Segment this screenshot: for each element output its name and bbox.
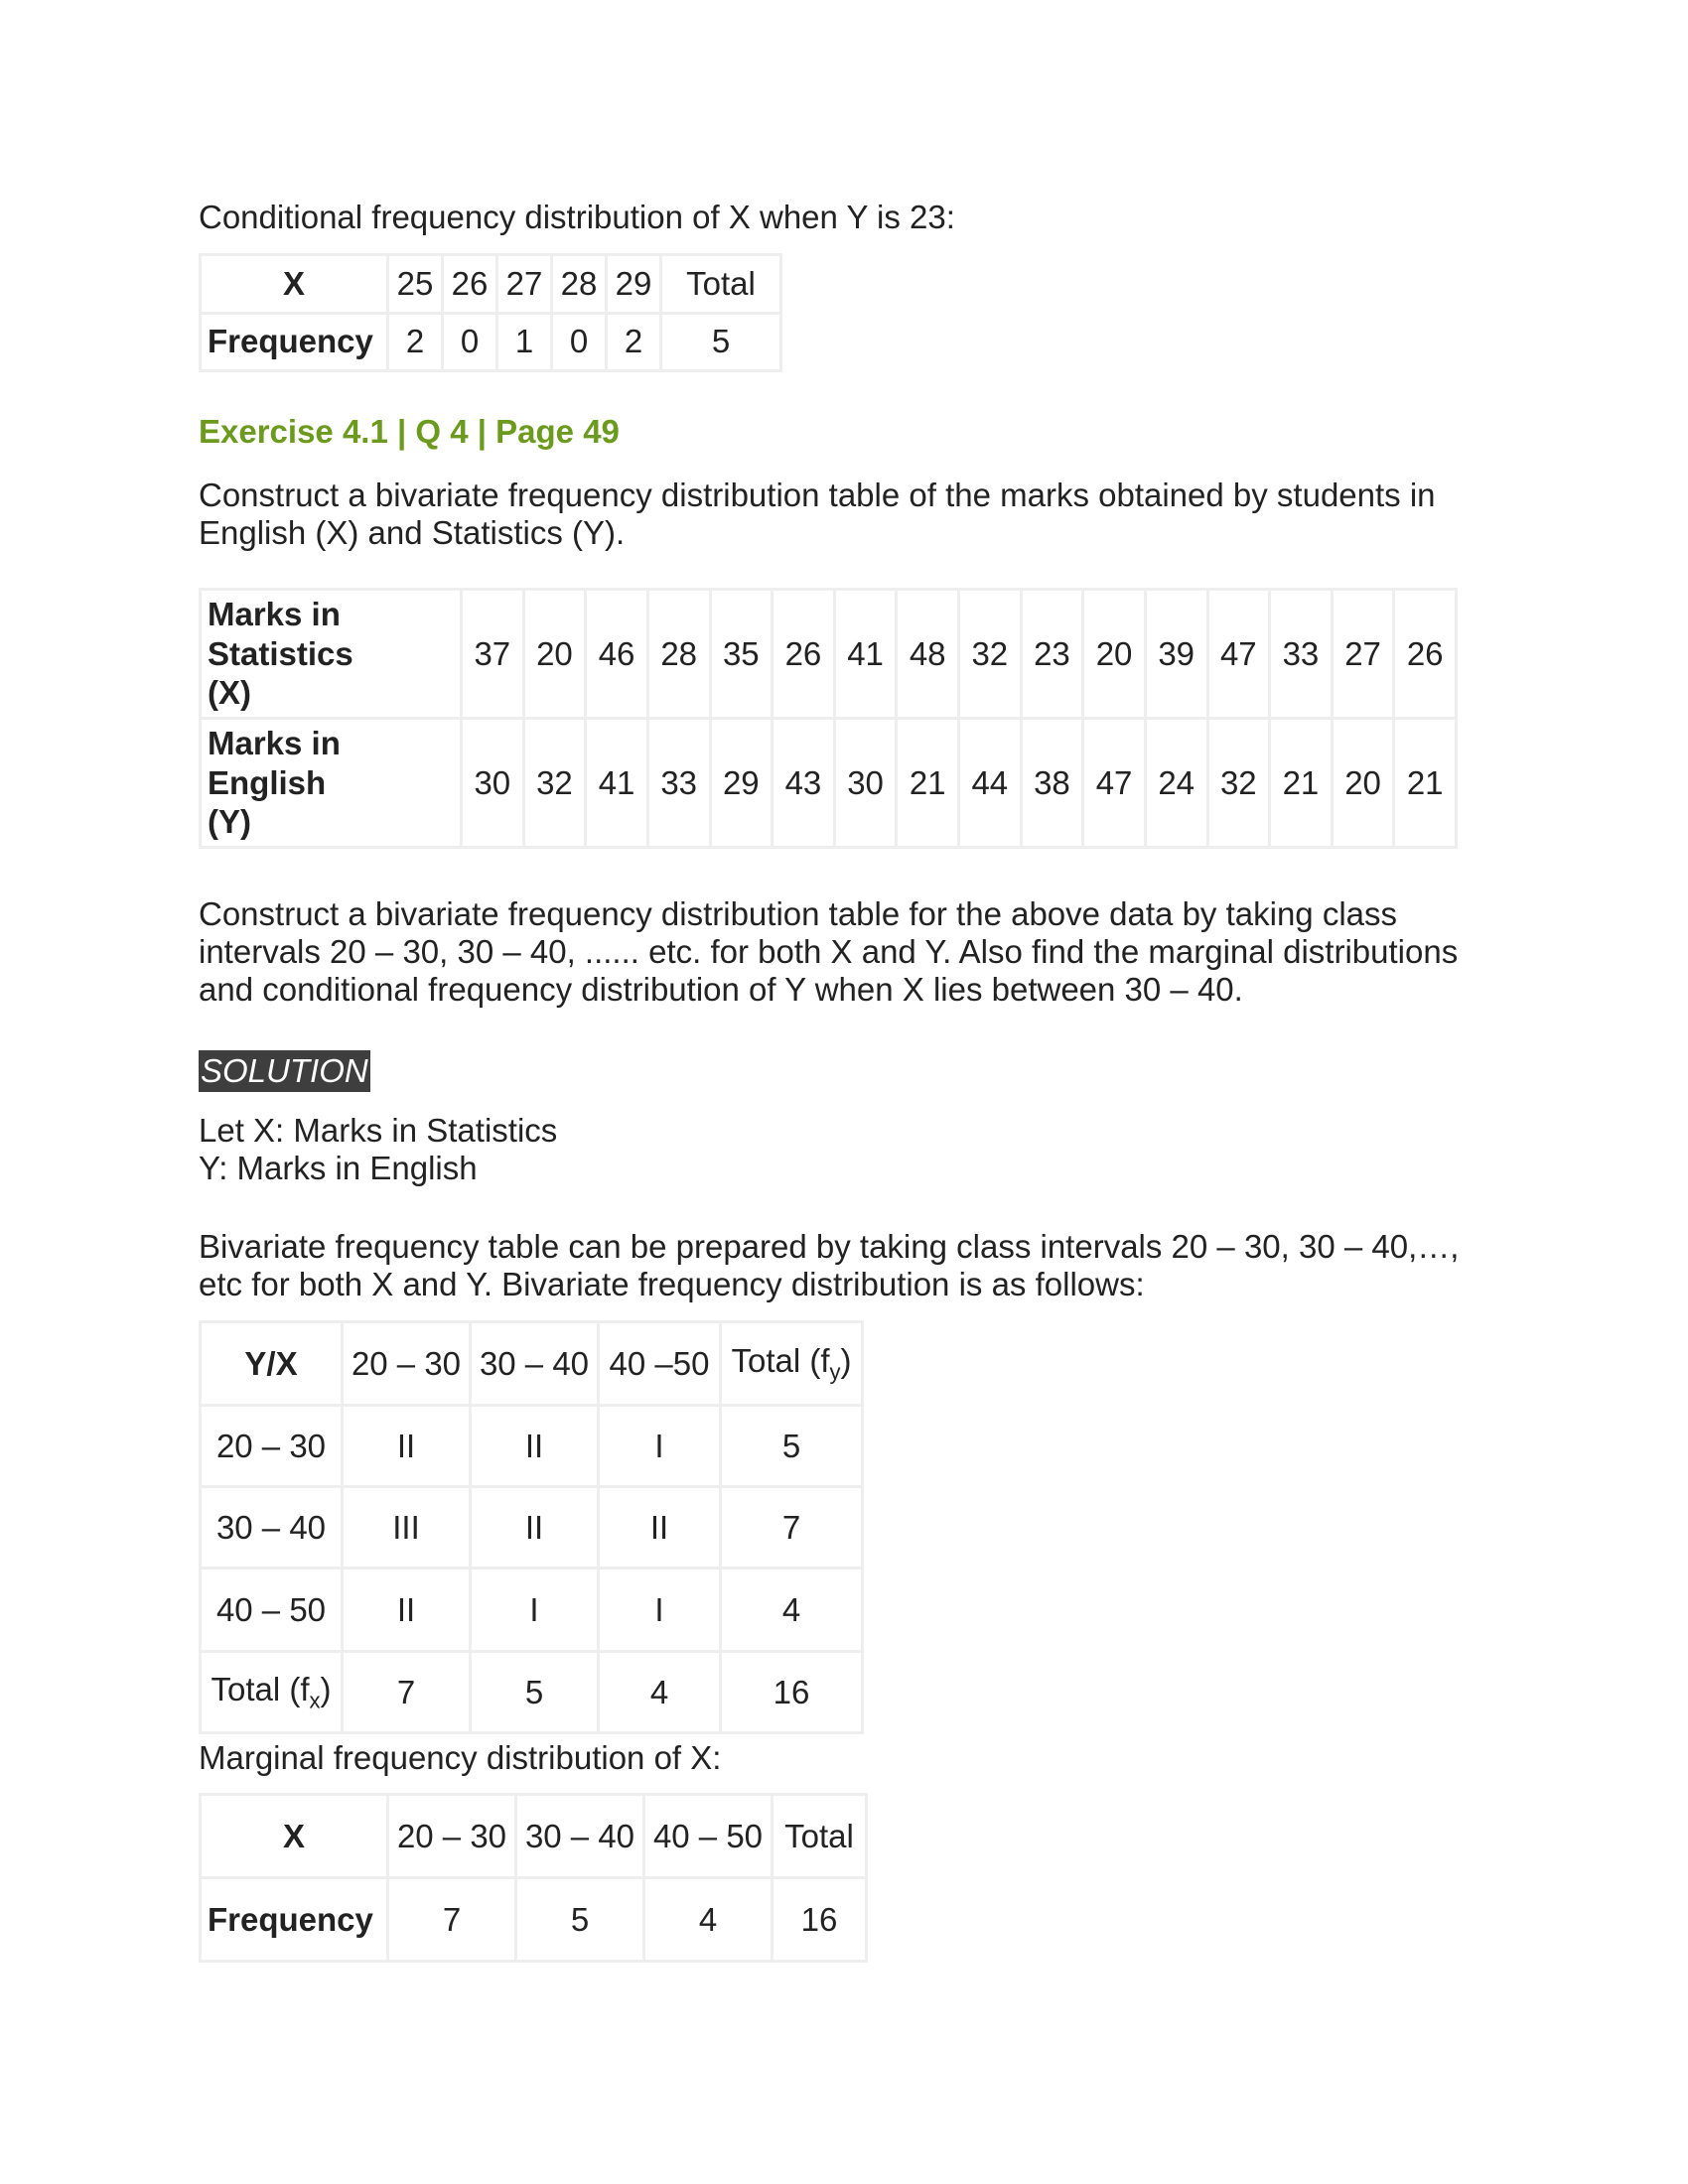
table-cell: I [599, 1569, 721, 1652]
table-cell [201, 1652, 343, 1733]
table-cell: 32 [1207, 719, 1270, 848]
table-cell: III [343, 1487, 471, 1569]
table-cell: 28 [647, 590, 710, 719]
question-body [199, 895, 1458, 1009]
table-cell: 0 [552, 313, 607, 371]
table-cell: Frequency [201, 1878, 388, 1962]
paren: ) [840, 1342, 852, 1380]
table-cell: X [201, 255, 388, 314]
table-cell: 5 [721, 1406, 863, 1487]
table-row [201, 1652, 863, 1733]
label-line: (Y) [208, 803, 251, 841]
table-cell: 29 [710, 719, 773, 848]
table-cell: 44 [959, 719, 1022, 848]
marks-data-table [199, 588, 1458, 849]
table-cell: 20 – 30 [343, 1322, 471, 1406]
table-cell: 47 [1083, 719, 1146, 848]
table-cell: 27 [1332, 590, 1394, 719]
table-cell: II [471, 1406, 599, 1487]
table-cell: 40 –50 [599, 1322, 721, 1406]
row-label-statistics [201, 590, 462, 719]
table-cell: 25 [388, 255, 443, 314]
table-cell: 37 [462, 590, 524, 719]
subscript: x [309, 1688, 321, 1713]
question-intro [199, 477, 1436, 552]
table-cell: 7 [721, 1487, 863, 1569]
label-line: English [208, 763, 327, 801]
table-row [201, 1795, 867, 1878]
table-cell: 4 [599, 1652, 721, 1733]
table-cell: 2 [388, 313, 443, 371]
text-line: Bivariate frequency table can be prepared by taking class intervals 20 – 30, 30 – 40,…, [199, 1228, 1460, 1265]
bivariate-description [199, 1228, 1459, 1303]
table-cell: 21 [897, 719, 959, 848]
table-cell: 30 [834, 719, 897, 848]
table-cell: 4 [721, 1569, 863, 1652]
table-cell: 5 [661, 313, 781, 371]
table-cell: 20 – 30 [388, 1795, 516, 1878]
table-cell: 30 – 40 [516, 1795, 644, 1878]
table-cell: II [599, 1487, 721, 1569]
conditional-distribution-title: Conditional frequency distribution of X when Y is 23: [199, 199, 955, 235]
text-line: Y: Marks in English [199, 1149, 478, 1186]
table-cell: 7 [343, 1652, 471, 1733]
text-line: Construct a bivariate frequency distribution table of the marks obtained by students in [199, 477, 1436, 513]
label-line: (X) [208, 674, 251, 712]
table-cell: 47 [1207, 590, 1270, 719]
table-row [201, 1878, 867, 1962]
table-cell: 5 [516, 1878, 644, 1962]
table-cell: 32 [523, 719, 586, 848]
variable-definitions [199, 1112, 557, 1187]
table-cell: 1 [497, 313, 552, 371]
table-cell: 35 [710, 590, 773, 719]
table-cell: 48 [897, 590, 959, 719]
table-cell: 32 [959, 590, 1022, 719]
text-line: English (X) and Statistics (Y). [199, 513, 626, 551]
table-cell: 2 [607, 313, 661, 371]
table-cell: 20 [1083, 590, 1146, 719]
table-cell: 33 [1270, 590, 1333, 719]
table-cell: 16 [721, 1652, 863, 1733]
table-cell: 20 [1332, 719, 1394, 848]
table-cell: Frequency [201, 313, 388, 371]
table-cell: 23 [1021, 590, 1083, 719]
total-label: Total (f [731, 1342, 830, 1380]
table-cell: II [471, 1487, 599, 1569]
table-cell: 0 [443, 313, 497, 371]
table-cell: II [343, 1569, 471, 1652]
table-cell: 39 [1145, 590, 1207, 719]
label-line: Marks in [208, 596, 341, 633]
table-cell: 41 [834, 590, 897, 719]
bivariate-frequency-table [199, 1320, 864, 1734]
table-cell: Total [661, 255, 781, 314]
table-cell: 40 – 50 [201, 1569, 343, 1652]
table-cell: 30 – 40 [471, 1322, 599, 1406]
subscript: y [829, 1359, 841, 1385]
table-cell: 20 – 30 [201, 1406, 343, 1487]
table-row [201, 1569, 863, 1652]
marginal-distribution-title: Marginal frequency distribution of X: [199, 1739, 722, 1776]
table-cell: 28 [552, 255, 607, 314]
table-cell: 40 – 50 [644, 1795, 773, 1878]
table-cell: 30 – 40 [201, 1487, 343, 1569]
table-row [201, 255, 781, 314]
table-row [201, 1406, 863, 1487]
table-cell: 7 [388, 1878, 516, 1962]
paren: ) [320, 1671, 332, 1708]
table-cell: 20 [523, 590, 586, 719]
text-line: etc for both X and Y. Bivariate frequency distribution is as follows: [199, 1265, 1145, 1302]
table-cell: Total [773, 1795, 867, 1878]
table-cell: II [343, 1406, 471, 1487]
text-line: intervals 20 – 30, 30 – 40, ...... etc. for both X and Y. Also find the marginal distributions [199, 932, 1459, 970]
label-line: Statistics [208, 634, 353, 672]
table-cell: 38 [1021, 719, 1083, 848]
table-cell: 46 [586, 590, 648, 719]
table-cell: X [201, 1795, 388, 1878]
row-label-english [201, 719, 462, 848]
table-row [201, 313, 781, 371]
exercise-heading: Exercise 4.1 | Q 4 | Page 49 [199, 413, 620, 450]
table-cell: 5 [471, 1652, 599, 1733]
table-cell: 26 [1394, 590, 1457, 719]
table-cell: 26 [443, 255, 497, 314]
marginal-frequency-table [199, 1793, 868, 1963]
text-line: Construct a bivariate frequency distribution table for the above data by taking class [199, 895, 1398, 932]
solution-label: SOLUTION [199, 1050, 370, 1092]
table-cell: 29 [607, 255, 661, 314]
text-line: Let X: Marks in Statistics [199, 1112, 558, 1149]
table-cell: 33 [647, 719, 710, 848]
table-cell: 4 [644, 1878, 773, 1962]
table-row [201, 1487, 863, 1569]
table-cell: 30 [462, 719, 524, 848]
table-cell: 26 [773, 590, 835, 719]
label-line: Marks in [208, 725, 341, 762]
table-cell: 43 [773, 719, 835, 848]
table-row [201, 1322, 863, 1406]
table-cell: I [471, 1569, 599, 1652]
table-cell: Y/X [201, 1322, 343, 1406]
table-cell: 27 [497, 255, 552, 314]
table-cell: 16 [773, 1878, 867, 1962]
table-cell: 24 [1145, 719, 1207, 848]
table-cell: 21 [1270, 719, 1333, 848]
conditional-frequency-table [199, 253, 782, 372]
table-cell [721, 1322, 863, 1406]
table-row [201, 590, 1457, 719]
table-cell: 41 [586, 719, 648, 848]
table-cell: 21 [1394, 719, 1457, 848]
text-line: and conditional frequency distribution of Y when X lies between 30 – 40. [199, 970, 1243, 1008]
table-cell: I [599, 1406, 721, 1487]
total-label: Total (f [211, 1671, 310, 1708]
table-row [201, 719, 1457, 848]
